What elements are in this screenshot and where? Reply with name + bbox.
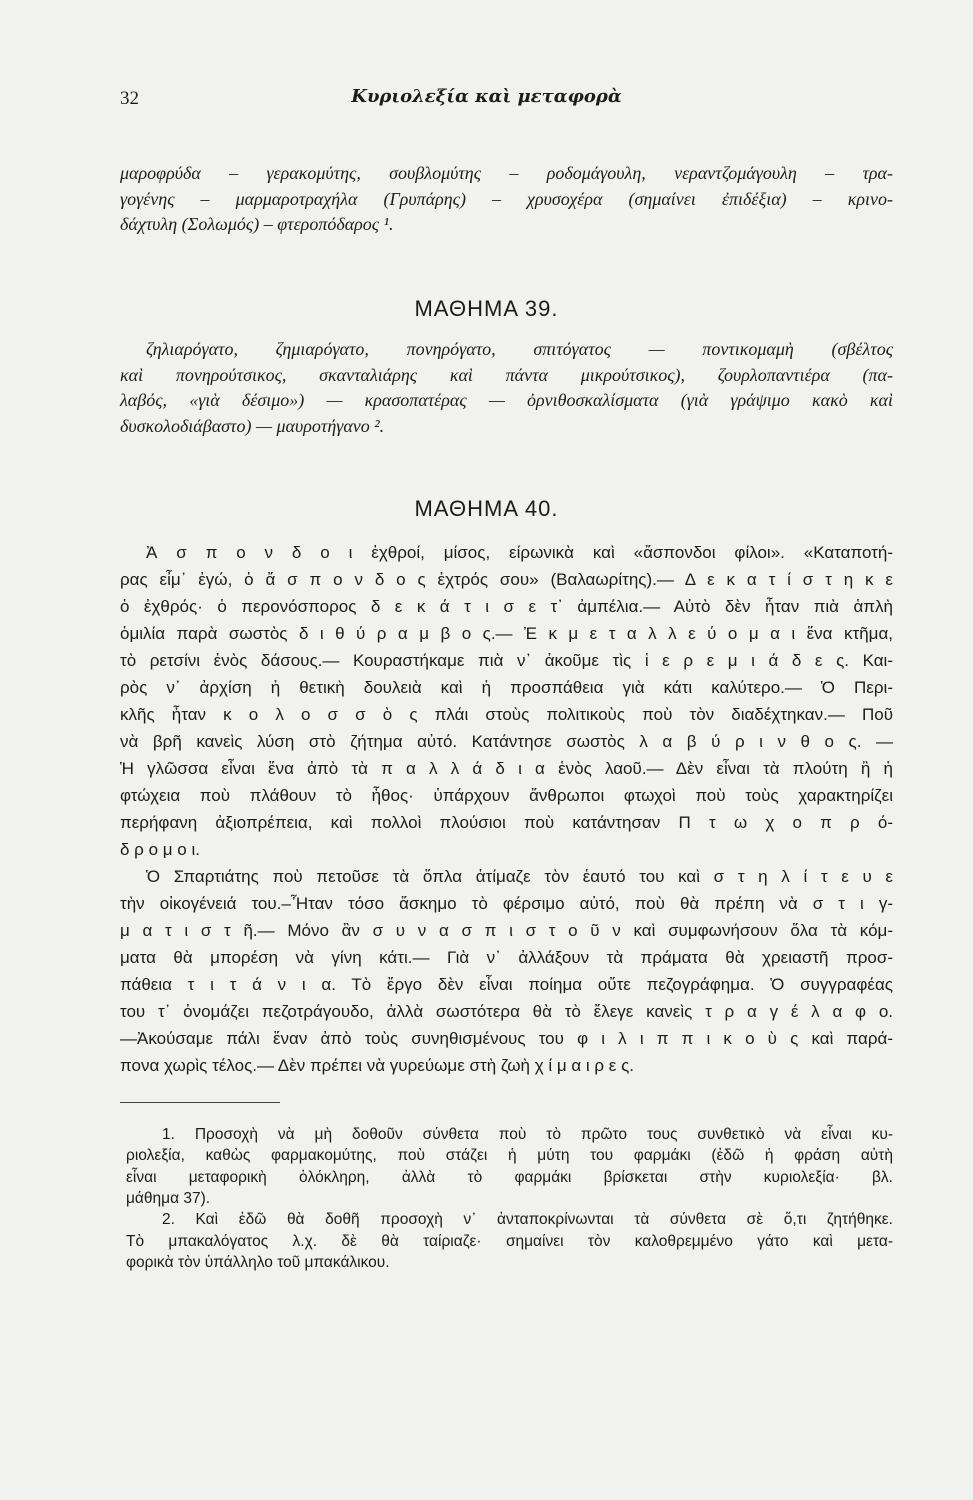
text-line: πάθεια τ ι τ ά ν ι α. Τὸ ἔργο δὲν εἶναι ποίημα οὔτε πεζογράφημα. Ὁ συγγραφέας (120, 975, 893, 994)
text-line: λαβός, «γιὰ δέσιμο») — κρασοπατέρας — ὀρνιθοσκαλίσματα (γιὰ γράψιμο κακὸ καὶ (120, 390, 893, 410)
text-line: φορικὰ τὸν ὑπάλληλο τοῦ μπακάλικου. (126, 1253, 390, 1271)
lesson-39-heading: ΜΑΘΗΜΑ 39. (414, 296, 559, 321)
text-line: περήφανη ἀξιοπρέπεια, καὶ πολλοὶ πλούσιοι ποὺ κατάντησαν Π τ ω χ ο π ρ ό- (120, 813, 893, 832)
text-line: κλῆς ἦταν κ ο λ ο σ σ ὸ ς πλάι στοὺς πολιτικοὺς ποὺ τὸν διαδέχτηκαν.— Ποῦ (120, 705, 893, 724)
text-line: —Ἀκούσαμε πάλι ἕναν ἀπὸ τοὺς συνηθισμένους του φ ι λ ι π π ι κ ο ὺ ς καὶ παρά- (120, 1029, 893, 1048)
text-line: ὁ ἐχθρός· ὁ περονόσπορος δ ε κ ά τ ι σ ε τ᾽ ἀμπέλια.— Αὐτὸ δὲν ἦταν πιὰ ἁπλὴ (120, 597, 893, 616)
text-line: 1. Προσοχὴ νὰ μὴ δοθοῦν σύνθετα ποὺ τὸ πρῶτο τους συνθετικὸ νὰ εἶναι κυ- (162, 1126, 893, 1143)
text-line: μαροφρύδα – γερακομύτης, σουβλομύτης – ροδομάγουλη, νεραντζομάγουλη – τρα- (120, 163, 893, 183)
text-line: εἶναι μεταφορικὴ ὁλόκληρη, ἀλλὰ τὸ φαρμάκι βρίσκεται στὴν κυριολεξία· βλ. (126, 1168, 893, 1186)
text-line: 2. Καὶ ἐδῶ θὰ δοθῆ προσοχὴ ν᾽ ἀνταποκρίνωνται τὰ σύνθετα σὲ ὅ,τι ζητήθηκε. (162, 1211, 893, 1229)
text-line: του τ᾽ ὀνομάζει πεζοτράγουδο, ἀλλὰ σωστότερα θὰ τὸ ἔλεγε κανεὶς τ ρ α γ έ λ α φ ο. (120, 1002, 893, 1021)
text-line: δ ρ ο μ ο ι. (120, 840, 200, 859)
text-line: καὶ πονηρούτσικος, σκανταλιάρης καὶ πάντα μικρούτσικος), ζουρλοπαντιέρα (πα- (120, 364, 893, 385)
text-line: ριολεξία, καθὼς φαρμακομύτης, ποὺ στάζει ἡ μύτη του φαρμάκι (ἐδῶ ἡ φράση αὐτὴ (126, 1147, 893, 1165)
text-line: Ἡ γλῶσσα εἶναι ἕνα ἀπὸ τὰ π α λ λ ά δ ι α ἑνὸς λαοῦ.— Δὲν εἶναι τὰ πλούτη ἢ ἡ (120, 759, 893, 778)
text-line: τὴν οἰκογένειά του.–Ἦταν τόσο ἄσκημο τὸ φέρσιμο αὐτό, ποὺ θὰ πρέπη νὰ σ τ ι γ- (120, 894, 893, 913)
lesson-40-heading: ΜΑΘΗΜΑ 40. (414, 496, 559, 521)
text-line: νὰ βρῆ κανεὶς λύση στὸ ζήτημα αὐτό. Κατάντησε σωστὸς λ α β ύ ρ ι ν θ ο ς. — (120, 732, 893, 751)
text-line: ματα θὰ μπορέση νὰ γίνη κάτι.— Γιὰ ν᾽ ἀλλάξουν τὰ πράματα θὰ χρειαστῆ προσ- (120, 948, 893, 967)
text-line: μ α τ ι σ τ ῆ.— Μόνο ἂν σ υ ν α σ π ι σ τ ο ῦ ν καὶ συμφωνήσουν ὅλα τὰ κόμ- (120, 921, 893, 940)
running-title: Κυριολεξία καὶ μεταφορὰ (351, 86, 622, 107)
text-line: τὸ ρετσίνι ἑνὸς δάσους.— Κουραστήκαμε πιὰ ν᾽ ἀκοῦμε τὶς ἱ ε ρ ε μ ι ά δ ε ς. Και- (120, 651, 893, 670)
text-line: δάχτυλη (Σολωμός) – φτεροπόδαρος ¹. (120, 214, 394, 234)
text-line: μάθημα 37). (126, 1189, 211, 1207)
text-line: φτώχεια ποὺ πλάθουν τὸ ἦθος· ὑπάρχουν ἄνθρωποι φτωχοὶ ποὺ τοὺς χαρακτηρίζει (120, 786, 893, 805)
page-number: 32 (120, 88, 139, 109)
text-line: Ἀ σ π ο ν δ ο ι ἐχθροί, μίσος, είρωνικὰ καὶ «ἄσπονδοι φίλοι». «Καταποτή- (146, 543, 893, 562)
text-line: ρας εἶμ᾽ ἐγώ, ὁ ἄ σ π ο ν δ ο ς ἐχτρός σου» (Βαλαωρίτης).— Δ ε κ α τ ί σ τ η κ ε (120, 570, 893, 589)
text-line: ὁμιλία παρὰ σωστὸς δ ι θ ύ ρ α μ β ο ς.— Ἐ κ μ ε τ α λ λ ε ύ ο μ α ι ἕνα κτῆμα, (120, 624, 893, 643)
text-line: πονα χωρὶς τέλος.— Δὲν πρέπει νὰ γυρεύωμε στὴ ζωὴ χ ί μ α ι ρ ε ς. (120, 1056, 635, 1075)
text-line: ρὸς ν᾽ ἀρχίση ἡ θετικὴ δουλειὰ καὶ ἡ προσπάθεια γιὰ κάτι καλύτερο.— Ὁ Περι- (120, 678, 893, 697)
text-line: Τὸ μπακαλόγατος λ.χ. δὲ θὰ ταίριαζε· σημαίνει τὸν καλοθρεμμένο γάτο καὶ μετα- (126, 1232, 893, 1250)
text-line: ζηλιαρόγατο, ζημιαρόγατο, πονηρόγατο, σπιτόγατος — ποντικομαμὴ (σβέλτος (146, 339, 893, 359)
text-line: δυσκολοδιάβαστο) — μαυροτήγανο ². (120, 415, 385, 436)
text-line: γογένης – μαρμαροτραχήλα (Γρυπάρης) – χρυσοχέρα (σημαίνει ἐπιδέξια) – κρινο- (120, 188, 893, 209)
text-line: Ὁ Σπαρτιάτης ποὺ πετοῦσε τὰ ὅπλα ἀτίμαζε τὸν ἑαυτό του καὶ σ τ η λ ί τ ε υ ε (146, 867, 893, 886)
footnote-divider (120, 1102, 280, 1103)
